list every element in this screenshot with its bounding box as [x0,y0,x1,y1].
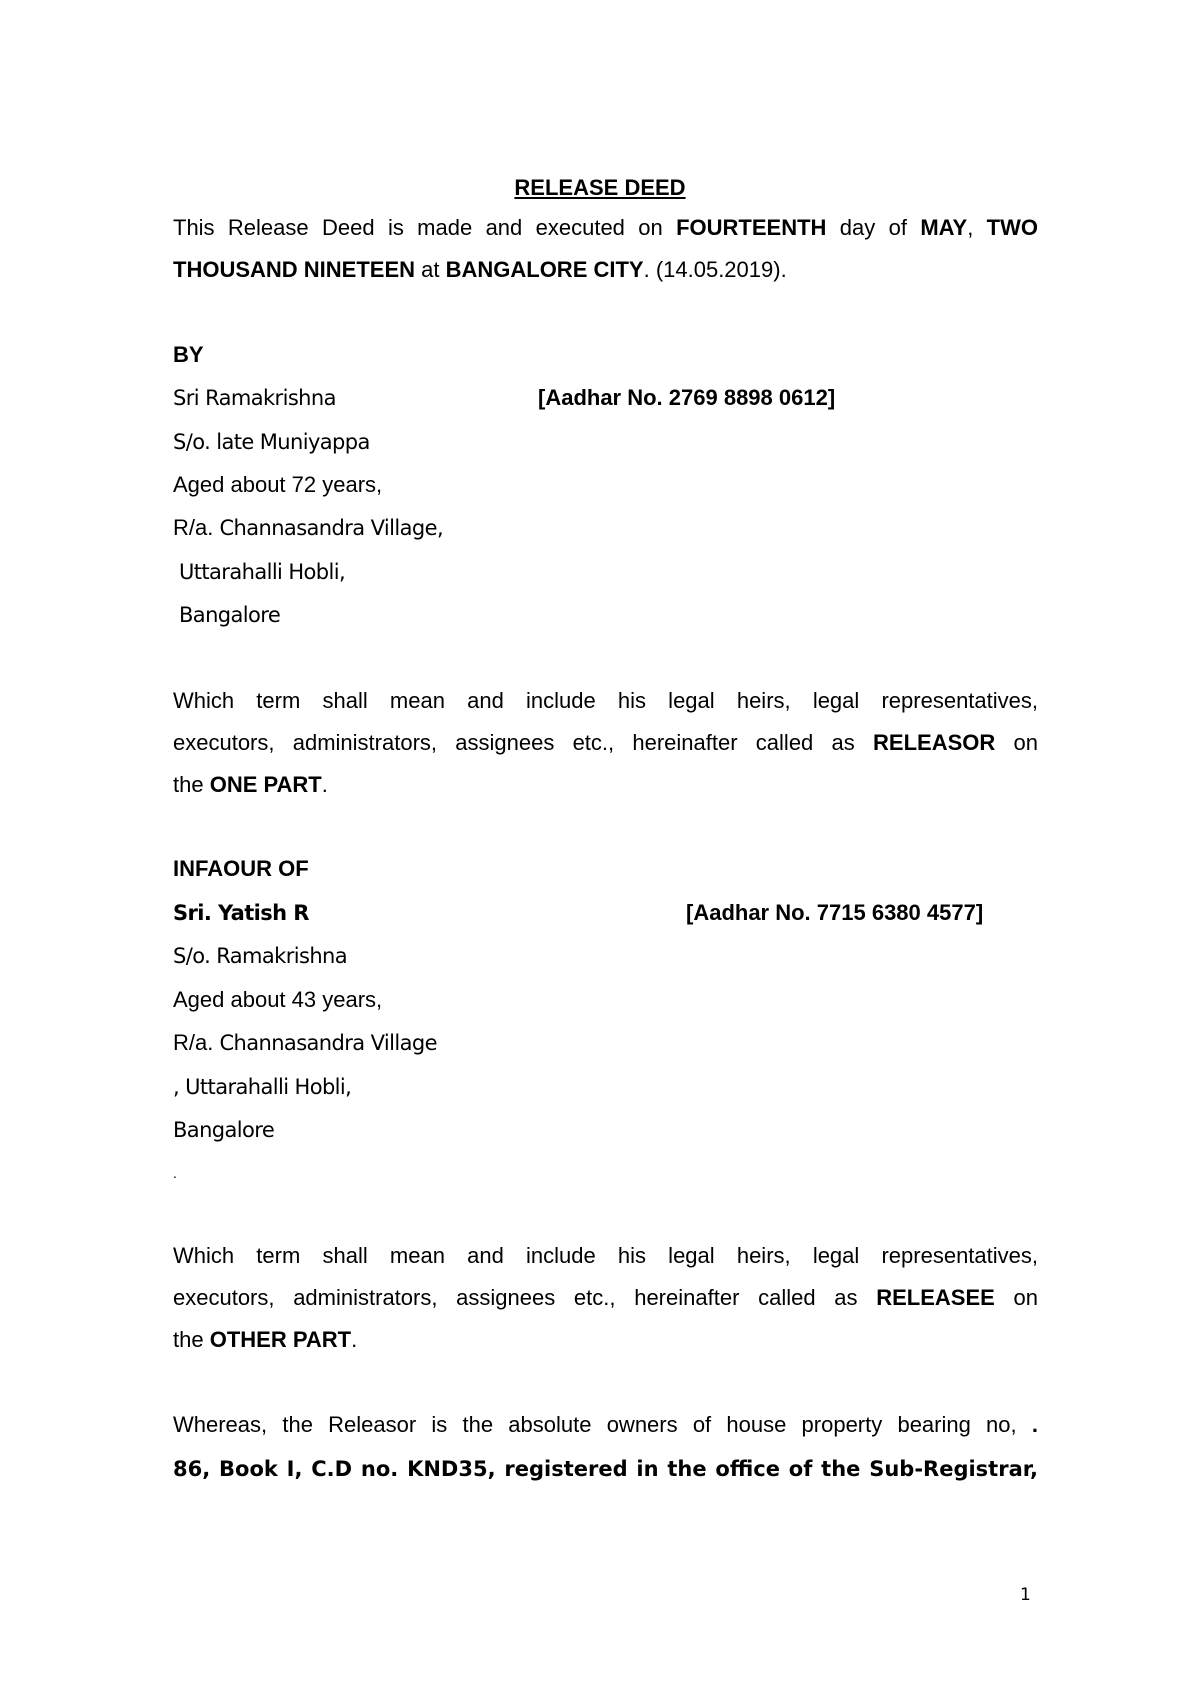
releasor-clause-line-2: executors, administrators, assignees etc., hereinafter called as RELEASOR on [173,730,1038,755]
releasor-name: Sri Ramakrishna [173,386,336,410]
releasor-address-2: Uttarahalli Hobli, [179,560,346,584]
page-number: 1 [1020,1585,1031,1605]
releasee-clause-line-2: executors, administrators, assignees etc., hereinafter called as RELEASEE on [173,1285,1038,1310]
releasee-address-3: Bangalore [173,1118,275,1142]
document-title: RELEASE DEED [514,175,686,200]
releasor-age: Aged about 72 years, [173,472,383,497]
stray-period: . [173,1165,177,1181]
releasor-address-1: R/a. Channasandra Village, [173,515,444,540]
releasee-age: Aged about 43 years, [173,987,383,1012]
releasee-parent: S/o. Ramakrishna [173,944,348,968]
releasee-clause-line-1: Which term shall mean and include his legal heirs, legal representatives, [173,1243,1038,1268]
releasee-clause-line-3: the OTHER PART. [173,1327,358,1352]
intro-line-1: This Release Deed is made and executed on FOURTEENTH day of MAY, TWO [173,215,1038,240]
infavour-heading: INFAOUR OF [173,856,309,881]
by-heading: BY [173,342,204,367]
releasor-address-3: Bangalore [179,603,281,627]
whereas-line-1: Whereas, the Releasor is the absolute owners of house property bearing no, . [173,1412,1038,1437]
releasee-address-1: R/a. Channasandra Village [173,1030,437,1055]
releasor-clause-line-3: the ONE PART. [173,772,328,797]
releasor-aadhar: [Aadhar No. 2769 8898 0612] [538,385,836,410]
intro-line-2: THOUSAND NINETEEN at BANGALORE CITY. (14.05.2019). [173,257,787,282]
releasor-clause-line-1: Which term shall mean and include his legal heirs, legal representatives, [173,688,1038,713]
releasee-address-2: , Uttarahalli Hobli, [173,1075,352,1099]
releasee-aadhar: [Aadhar No. 7715 6380 4577] [686,900,984,925]
releasee-name: Sri. Yatish R [173,901,309,925]
whereas-line-2: 86, Book I, C.D no. KND35, registered in the office of the Sub-Registrar, [173,1457,1038,1481]
releasor-parent: S/o. late Muniyappa [173,430,370,454]
